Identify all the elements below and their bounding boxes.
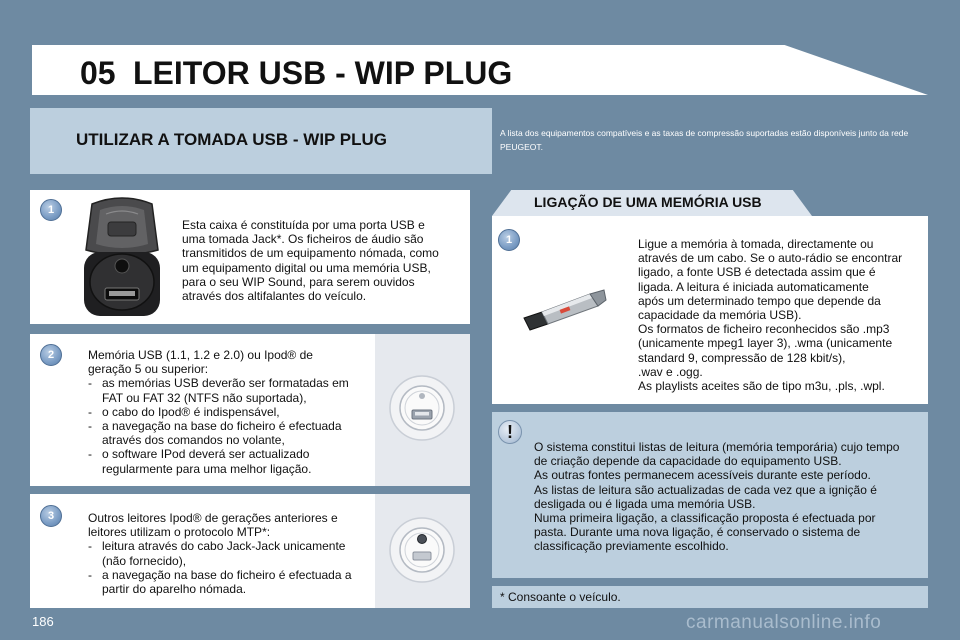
text-line: - a navegação na base do ficheiro é efectuada [102,419,342,434]
list-item [88,568,373,596]
usb-connection-title: LIGAÇÃO DE UMA MEMÓRIA USB [534,194,762,210]
text-line: para o seu WIP Sound, para serem ouvidos [182,274,415,289]
text-line: (não fornecido), [102,553,187,568]
requirement-list [88,539,373,596]
step-badge-1: 1 [40,199,62,221]
usb-port-illustration [388,372,456,444]
text-line: após um determinado tempo que depende da [638,293,881,308]
text-line: Esta caixa é constituída por uma porta USB e [182,218,425,232]
text-line: Outros leitores Ipod® de gerações anteriores e [88,511,338,525]
compatibility-note: A lista dos equipamentos compatíveis e as taxas de compressão suportadas estão disponíveis junto da rede PEUGEOT. [500,128,909,152]
text-line: standard 9, compressão de 128 kbit/s), [638,350,846,365]
page-title: LEITOR USB - WIP PLUG [133,55,513,91]
text-line: regularmente para uma melhor ligação. [102,461,312,476]
usb-memory-ipod-text [88,348,373,476]
text-line: geração 5 ou superior: [88,362,209,377]
list-item [88,447,373,475]
text-line: transmitidos de um equipamento nómada, como [182,246,439,261]
warning-text [534,440,920,554]
text-line: ligada. A leitura é iniciada automaticamente [638,279,869,294]
text-line: FAT ou FAT 32 (NTFS não suportada), [102,390,307,405]
text-line: - o software IPod deverá ser actualizado [102,447,310,462]
list-item [88,376,373,404]
step-badge-1-right: 1 [498,229,520,251]
watermark: carmanualsonline.info [686,612,882,633]
list-item [88,419,373,447]
usb-stick-image [520,284,608,336]
text-line: - as memórias USB deverão ser formatadas em [102,376,349,391]
list-item [88,405,373,419]
text-line: - o cabo do Ipod® é indispensável, [102,404,280,419]
text-line: um equipamento digital ou uma memória USB, [182,260,431,275]
text-line: As playlists aceites são de tipo m3u, .pls, .wpl. [638,379,885,394]
text-line: (unicamente mpeg1 layer 3), .wma (unicamente [638,336,893,351]
warning-icon: ! [498,420,522,444]
text-line: ligado, a fonte USB é detectada assim que é [638,265,876,280]
text-line: Ligue a memória à tomada, directamente ou [638,237,874,251]
list-item [88,539,373,567]
usb-connection-text [638,237,920,393]
footnote: * Consoante o veículo. [500,590,621,604]
chapter-number: 05 [80,55,116,91]
step-badge-3: 3 [40,505,62,527]
text-line: uma tomada Jack*. Os ficheiros de áudio são [182,232,424,247]
wip-plug-socket-image [78,196,166,320]
jack-port-illustration [388,514,456,586]
text-line: através dos altifalantes do veículo. [182,289,367,304]
usb-jack-description [182,218,462,303]
text-line: Memória USB (1.1, 1.2 e 2.0) ou Ipod® de [88,348,313,362]
other-players-text [88,511,373,596]
page-number: 186 [32,614,54,629]
text-line: - leitura através do cabo Jack-Jack unicamente [102,539,346,554]
text-line: de criação depende da capacidade do equipamento USB. [534,454,842,469]
text-line: Os formatos de ficheiro reconhecidos são .mp3 [638,322,890,337]
text-line: classificação previamente escolhido. [534,539,729,554]
text-line: através dos comandos no volante, [102,433,285,448]
text-line: .wav e .ogg. [638,364,703,379]
text-line: através de um cabo. Se o auto-rádio se encontrar [638,251,903,266]
section-title: UTILIZAR A TOMADA USB - WIP PLUG [76,130,388,149]
text-line: As listas de leitura são actualizadas de cada vez que a ignição é [534,482,877,497]
text-line: leitores utilizam o protocolo MTP*: [88,525,271,540]
text-line: As outras fontes permanecem acessíveis durante este período. [534,468,871,483]
text-line: partir do aparelho nómada. [102,582,247,597]
requirement-list [88,376,373,475]
text-line: capacidade da memória USB). [638,308,802,323]
text-line: desligada ou é ligada uma memória USB. [534,496,756,511]
text-line: - a navegação na base do ficheiro é efectuada a [102,567,352,582]
text-line: pasta. Durante uma nova ligação, é conservado o sistema de [534,525,861,540]
text-line: O sistema constitui listas de leitura (memória temporária) cujo tempo [534,440,900,454]
text-line: Numa primeira ligação, a classificação proposta é efectuada por [534,511,876,526]
step-badge-2: 2 [40,344,62,366]
